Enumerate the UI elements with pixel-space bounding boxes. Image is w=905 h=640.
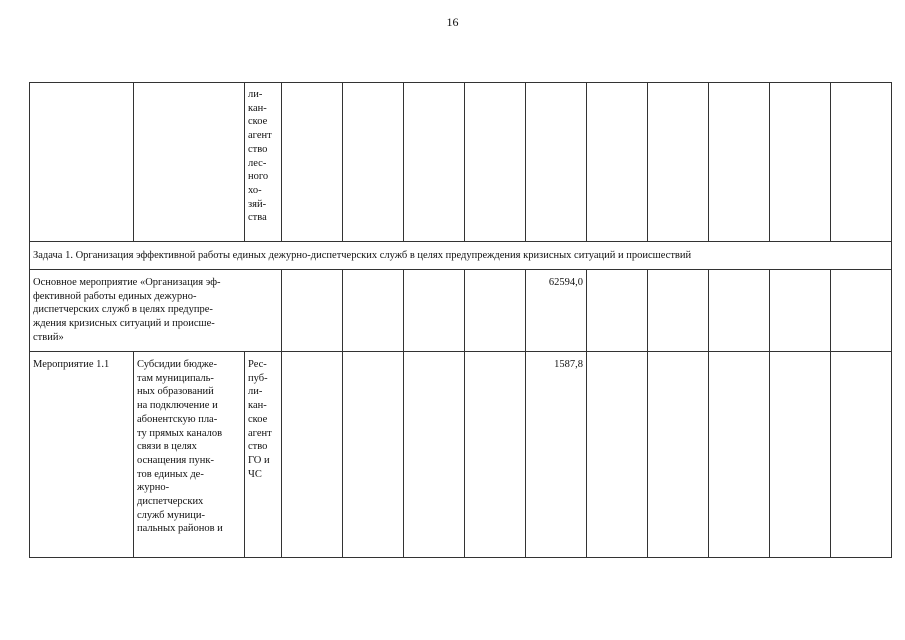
description-line: тов единых де- xyxy=(137,468,204,480)
cell-empty xyxy=(770,83,831,242)
program-table xyxy=(29,82,892,558)
cell-empty xyxy=(282,270,343,352)
cell-empty xyxy=(343,270,404,352)
cell-empty xyxy=(343,83,404,242)
cell-empty xyxy=(709,352,770,558)
executor-line: ГО и xyxy=(248,454,270,466)
cell-empty xyxy=(404,83,465,242)
table-row-continuation xyxy=(30,83,892,242)
executor-line: агент xyxy=(248,427,272,439)
executor-line: кан- xyxy=(248,400,267,412)
description-line: ных образований xyxy=(137,386,214,398)
executor-line: ЧС xyxy=(248,468,262,480)
cell-empty xyxy=(282,352,343,558)
description-line: Субсидии бюдже- xyxy=(137,359,217,370)
executor-line: пуб- xyxy=(248,372,268,384)
description-line: служб муници- xyxy=(137,509,205,521)
executor-line: хо- xyxy=(248,184,262,196)
executor-line: лес- xyxy=(248,157,267,169)
executor-line: ство xyxy=(248,441,268,453)
event-description xyxy=(134,352,245,558)
executor-line: ское xyxy=(248,413,268,425)
cell-empty xyxy=(587,352,648,558)
cell-empty xyxy=(587,270,648,352)
cell-empty xyxy=(587,83,648,242)
cell-empty xyxy=(648,270,709,352)
description-line: абонентскую пла- xyxy=(137,413,218,425)
main-event-line: ствий» xyxy=(33,331,64,343)
main-event-line: фективной работы единых дежурно- xyxy=(33,290,197,302)
event-executor xyxy=(245,352,282,558)
page-number: 16 xyxy=(446,15,459,29)
description-line: оснащения пунк- xyxy=(137,454,214,466)
table-row-event-1-1 xyxy=(30,352,892,558)
description-line: пальных районов и xyxy=(137,523,223,535)
executor-line: ства xyxy=(248,212,267,224)
table-row-main-event xyxy=(30,270,892,352)
cell-empty xyxy=(465,270,526,352)
main-event-line: диспетчерских служб в целях предупре- xyxy=(33,304,213,316)
executor-line: ли- xyxy=(248,386,263,398)
cell-empty xyxy=(465,83,526,242)
cell-empty xyxy=(709,270,770,352)
cell-empty xyxy=(648,352,709,558)
description-line: связи в целях xyxy=(137,441,197,453)
description-line: ту прямых каналов xyxy=(137,427,223,439)
main-event-value: 62594,0 xyxy=(526,270,587,352)
cell-empty xyxy=(831,270,892,352)
cell-empty xyxy=(526,83,587,242)
cell-empty xyxy=(831,352,892,558)
description-line: журно- xyxy=(137,482,170,494)
cell-empty xyxy=(282,83,343,242)
cell-empty xyxy=(465,352,526,558)
executor-line: ство xyxy=(248,143,268,155)
event-label: Мероприятие 1.1 xyxy=(30,352,134,558)
executor-line: агент xyxy=(248,130,272,142)
cell-empty xyxy=(404,270,465,352)
description-line: на подключение и xyxy=(137,400,218,412)
cell-empty xyxy=(134,83,245,242)
cell-empty xyxy=(770,270,831,352)
cell-empty xyxy=(648,83,709,242)
cell-empty xyxy=(343,352,404,558)
description-line: там муниципаль- xyxy=(137,372,214,384)
main-event-line: Основное мероприятие «Организация эф- xyxy=(33,277,221,288)
cell-empty xyxy=(831,83,892,242)
cell-empty xyxy=(404,352,465,558)
executor-line: кан- xyxy=(248,102,267,114)
executor-line: ское xyxy=(248,116,268,128)
task-heading: Задача 1. Организация эффективной работы единых дежурно-диспетчерских служб в целях предупреждения кризисных ситуаций и происшествий xyxy=(30,242,892,270)
table-row-task xyxy=(30,242,892,270)
cell-executor xyxy=(245,83,282,242)
executor-line: Рес- xyxy=(248,359,267,370)
executor-line: зяй- xyxy=(248,198,267,210)
executor-line: ли- xyxy=(248,89,263,100)
cell-empty xyxy=(709,83,770,242)
executor-line: ного xyxy=(248,171,269,183)
cell-empty xyxy=(30,83,134,242)
description-line: диспетчерских xyxy=(137,496,204,508)
main-event-line: ждения кризисных ситуаций и происше- xyxy=(33,318,215,330)
cell-empty xyxy=(770,352,831,558)
event-value: 1587,8 xyxy=(526,352,587,558)
main-event-title xyxy=(30,270,282,352)
